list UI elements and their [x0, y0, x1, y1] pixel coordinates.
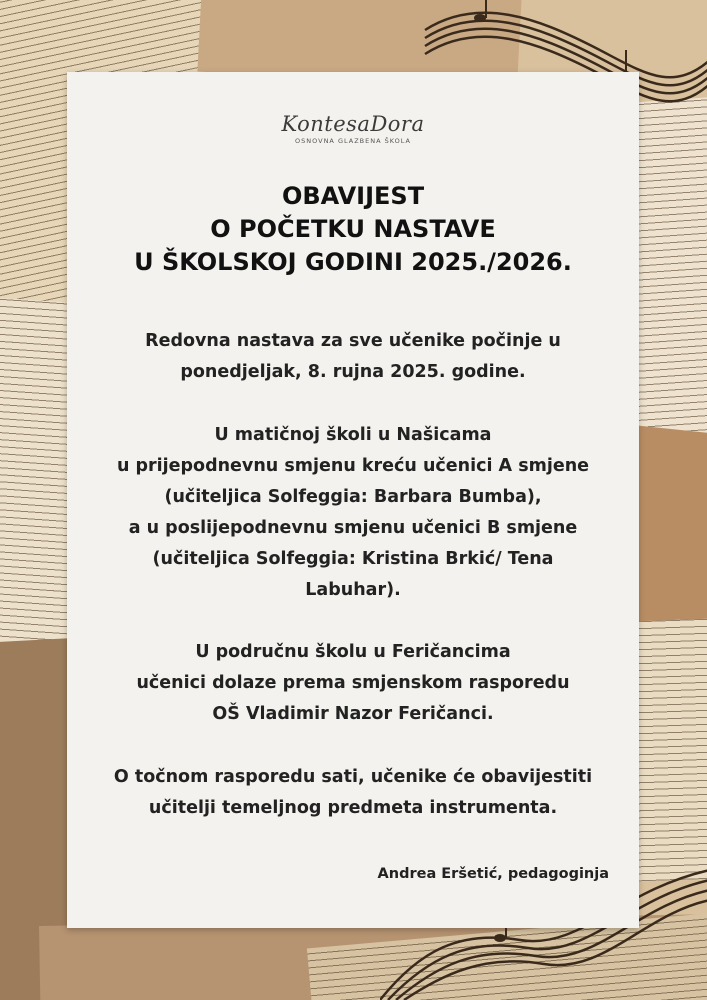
title-line: O POČETKU NASTAVE: [210, 215, 496, 243]
signature: Andrea Eršetić, pedagoginja: [377, 866, 609, 882]
logo-wordmark: KontesaDora: [281, 112, 425, 136]
paragraph-schedule: [77, 762, 629, 824]
paragraph-branch-school: [77, 637, 629, 730]
text-line: u prijepodnevnu smjenu kreću učenici A smjene: [116, 456, 590, 476]
text-line: ponedjeljak, 8. rujna 2025. godine.: [180, 362, 526, 382]
logo-subtitle: OSNOVNA GLAZBENA ŠKOLA: [295, 137, 411, 145]
text-line: učitelji temeljnog predmeta instrumenta.: [148, 798, 558, 818]
text-line: (učiteljica Solfeggia: Kristina Brkić/ Tena: [152, 549, 554, 569]
text-line: a u poslijepodnevnu smjenu učenici B smjene: [128, 518, 578, 538]
text-line: O točnom rasporedu sati, učenike će obavijestiti: [113, 767, 593, 787]
title-line: OBAVIJEST: [281, 182, 425, 210]
text-line: U područnu školu u Feričancima: [195, 642, 511, 662]
school-logo: [67, 112, 639, 145]
text-line: Redovna nastava za sve učenike počinje u: [145, 331, 561, 351]
text-line: učenici dolaze prema smjenskom rasporedu: [136, 673, 570, 693]
paragraph-start-date: [77, 326, 629, 388]
notice-title: [67, 180, 639, 279]
text-line: (učiteljica Solfeggia: Barbara Bumba),: [164, 487, 542, 507]
text-line: U matičnoj školi u Našicama: [214, 425, 492, 445]
title-line: U ŠKOLSKOJ GODINI 2025./2026.: [134, 248, 572, 276]
text-line: OŠ Vladimir Nazor Feričanci.: [212, 704, 494, 724]
notice-card: [67, 72, 639, 928]
paragraph-main-school: [77, 420, 629, 606]
text-line: Labuhar).: [305, 580, 401, 600]
